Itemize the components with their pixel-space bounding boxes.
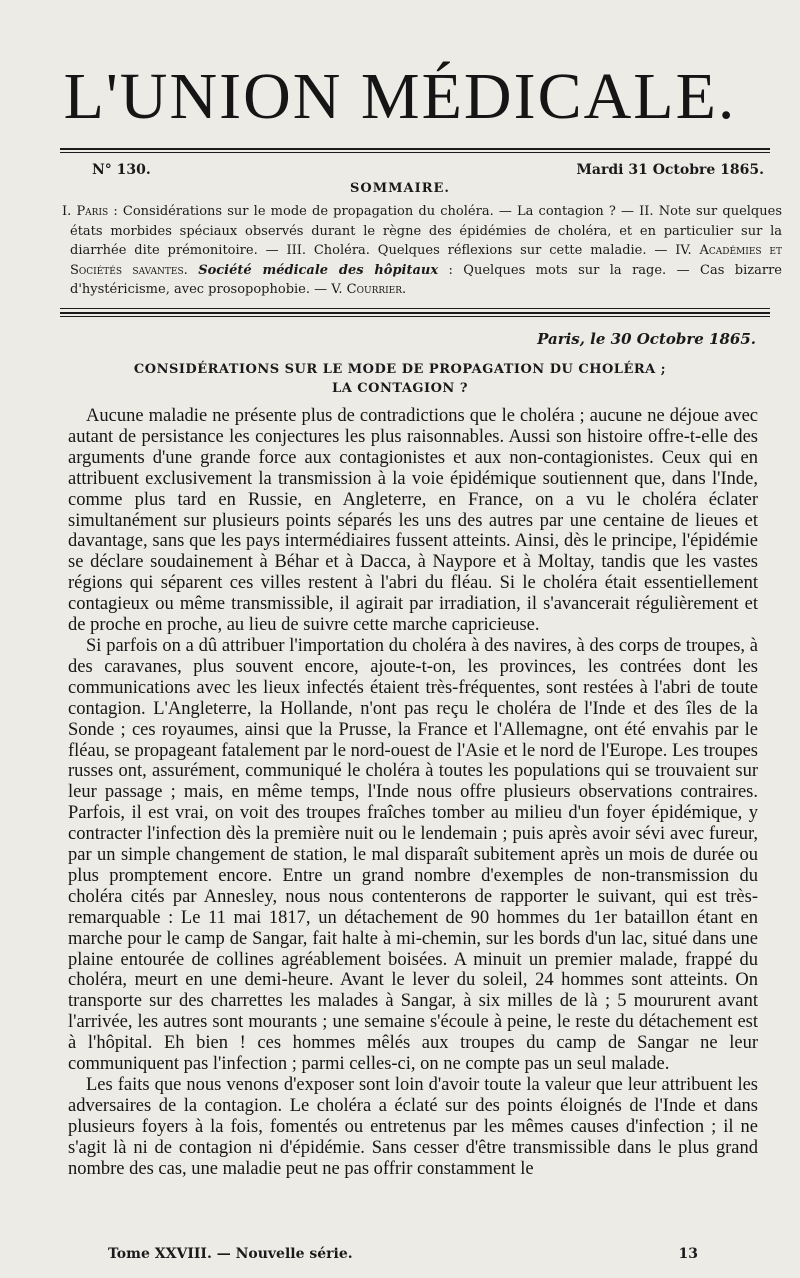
sommaire-part-d: Académies et Sociétés savantes. xyxy=(70,243,782,278)
article-paragraph-1: Aucune maladie ne présente plus de contradictions que le choléra ; aucune ne déjoue avec autant de persistance les conjectures les plus raisonnables. Aussi son histoire offre-t-elle des arguments d'une grande force aux contagionistes et aux non-contagionistes. Ceux qui en attribuent exclusivement la transmission à la voie épidémique soutiennent que, dans l'Inde, comme plus tard en Russie, en Angleterre, en France, on a vu le choléra éclater simultanément sur plusieurs points séparés les uns des autres par une centaine de lieues et davantage, sans que les pays intermédiaires fussent atteints. Ainsi, dès le principe, l'épidémie se déclare soudainement à Béhar et à Dacca, à Naypore et à Moltay, tandis que les vastes régions qui séparent ces villes restent à l'abri du fléau. Si le choléra était essentiellement contagieux ou même transmissible, il agirait par irradiation, il s'avancerait régulièrement et de proche en proche, au lieu de suivre cette marche capricieuse. xyxy=(68,406,758,636)
sommaire-part-c: : Considérations sur le mode de propagation du choléra. — La contagion ? — II. Note sur quelques états morbides spéciaux observés durant le règne des épidémies de choléra, et en particulier sur la diarrhée dite prémonitoire. — III. Choléra. Quelques réflexions sur cette maladie. — IV. xyxy=(70,204,782,258)
sommaire-part-e xyxy=(188,263,198,278)
sommaire-paragraph xyxy=(62,202,782,300)
article-dateline: Paris, le 30 Octobre 1865. xyxy=(537,330,756,348)
article-paragraph-3: Les faits que nous venons d'exposer sont loin d'avoir toute la valeur que leur attribuent les adversaires de la contagion. Le choléra a éclaté sur des points éloignés de l'Inde et dans plusieurs foyers à la fois, fomentés ou entretenus par les mêmes causes d'infection ; il ne s'agit là ni de contagion ni d'épidémie. Sans cesser d'être transmissible dans le plus grand nombre des cas, une maladie peut ne pas offrir constamment le xyxy=(68,1075,758,1179)
masthead-rule xyxy=(60,148,770,150)
article-title-line-1: CONSIDÉRATIONS SUR LE MODE DE PROPAGATION DU CHOLÉRA ; xyxy=(133,362,667,377)
page-footer xyxy=(108,1246,698,1266)
sommaire-part-h: Courrier. xyxy=(346,282,407,297)
issue-date: Mardi 31 Octobre 1865. xyxy=(576,162,764,178)
sommaire-part-f: Société médicale des hôpitaux xyxy=(198,262,439,278)
section-rule-thick xyxy=(60,312,770,314)
sommaire-heading: SOMMAIRE. xyxy=(350,181,450,196)
article-title-line-2: LA CONTAGION ? xyxy=(332,381,468,396)
sommaire-part-g: : Quelques mots sur la rage. — Cas bizarre d'hystéricisme, avec prosopophobie. — V. xyxy=(70,262,782,297)
footer-tome: Tome XXVIII. — Nouvelle série. xyxy=(108,1246,353,1262)
section-rule-thin xyxy=(60,316,770,317)
sommaire-part-b: Paris xyxy=(76,204,109,219)
masthead-rule-thin xyxy=(60,152,770,153)
page-number: 13 xyxy=(678,1246,698,1262)
article-paragraph-2: Si parfois on a dû attribuer l'importation du choléra à des navires, à des corps de troupes, à des caravanes, plus souvent encore, ajoute-t-on, les provinces, les contrées dont les communications avec les lieux infectés étaient très-fréquentes, sont restées à l'abri de toute contagion. L'Angleterre, la Hollande, n'ont pas reçu le choléra de l'Inde et des îles de la Sonde ; ces royaumes, ainsi que la Prusse, la France et l'Allemagne, ont été envahis par le fléau, se propageant fatalement par le nord-ouest de l'Asie et le nord de l'Europe. Les troupes russes ont, assurément, communiqué le choléra à toutes les populations qui se trouvaient sur leur passage ; mais, en même temps, l'Inde nous offre plusieurs observations contraires. Parfois, il est vrai, on voit des troupes fraîches tomber au milieu d'un foyer épidémique, y contracter l'infection dès la première nuit ou le lendemain ; puis après avoir sévi avec fureur, par un simple changement de station, le mal disparaît subitement après un mois de durée ou plus promptement encore. Entre un grand nombre d'exemples de non-transmission du choléra cités par Annesley, nous nous contenterons de rapporter le suivant, qui est très-remarquable : Le 11 mai 1817, un détachement de 90 hommes du 1er bataillon étant en marche pour le camp de Sangar, fait halte à mi-chemin, sur les bords d'un lac, situé dans une plaine entourée de collines agréablement boisées. A minuit un premier malade, frappé du choléra, meurt en une demi-heure. Avant le lever du soleil, 24 hommes sont atteints. On transporte sur des charrettes les malades à Sangar, à six milles de là ; 5 moururent avant l'arrivée, les autres sont mourants ; une semaine s'écoule à peine, le reste du détachement est à l'hôpital. Eh bien ! ces hommes mêlés aux troupes du camp de Sangar ne leur communiquent pas l'infection ; parmi celles-ci, on ne compte pas un seul malade. xyxy=(68,635,758,1075)
issue-number: N° 130. xyxy=(92,162,151,178)
sommaire-part-a: I. xyxy=(62,204,77,219)
sommaire-contents xyxy=(62,202,782,300)
article-title xyxy=(0,360,800,398)
article-body xyxy=(68,406,758,1246)
masthead-title: L'UNION MÉDICALE. xyxy=(63,60,737,133)
section-rule xyxy=(60,308,770,309)
